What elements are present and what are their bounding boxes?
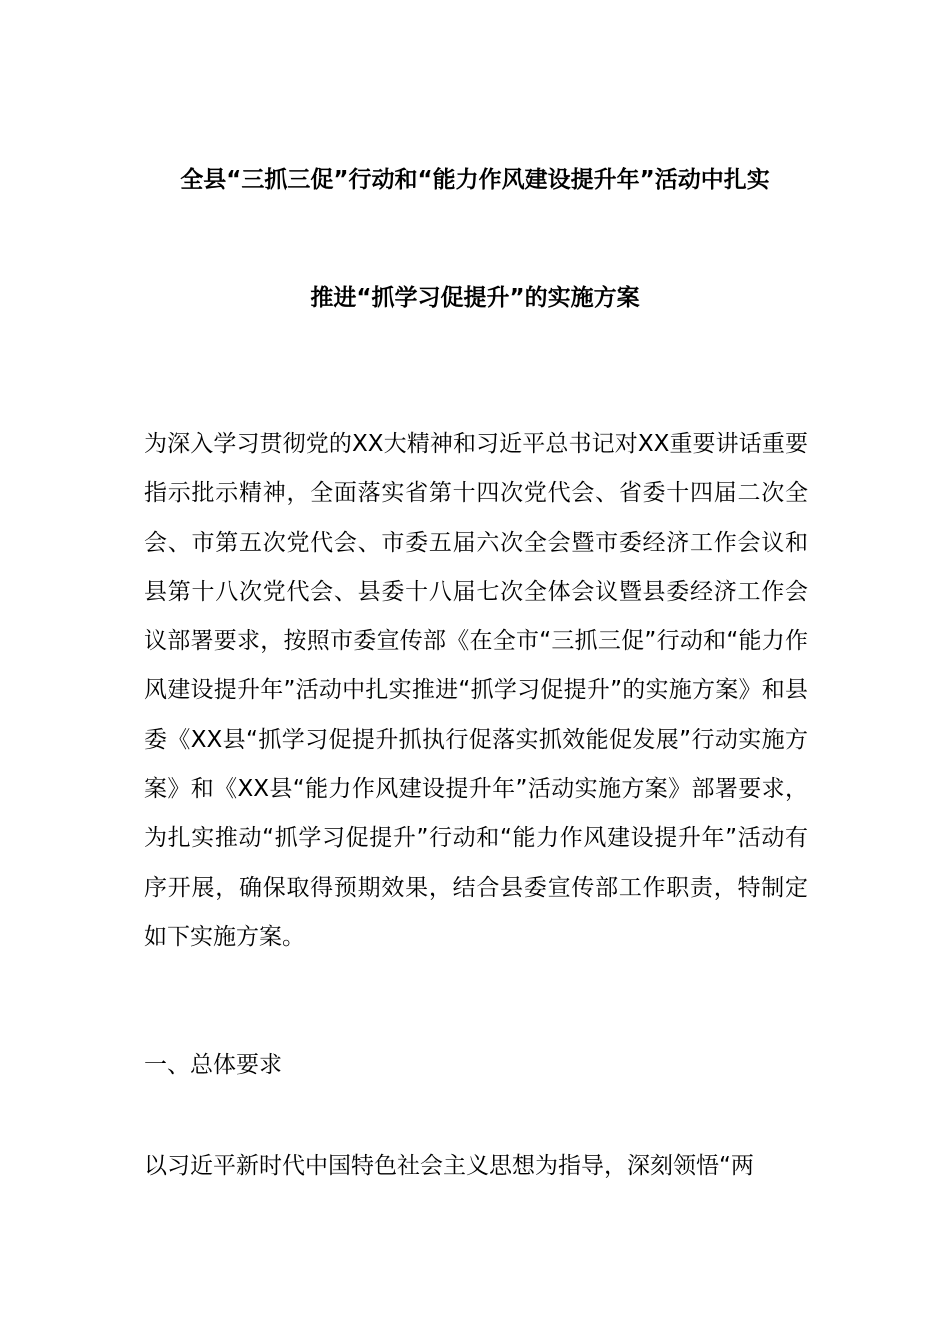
document-title-line-2: 推进“抓学习促提升”的实施方案 [310, 285, 640, 311]
guiding-paragraph: 以习近平新时代中国特色社会主义思想为指导，深刻领悟“两 [144, 1153, 754, 1179]
section-heading-overall-requirements: 一、总体要求 [144, 1052, 282, 1078]
intro-paragraph: 为深入学习贯彻党的XX大精神和习近平总书记对XX重要讲话重要指示批示精神，全面落实省第十四次党代会、省委十四届二次全会、市第五次党代会、市委五届六次全会暨市委经济工作会议和县第十八次党代会、县委十八届七次全体会议暨县委经济工作会议部署要求，按照市委宣传部《在全市“三抓三促”行动和“能力作风建设提升年”活动中扎实推进“抓学习促提升”的实施方案》和县委《XX县“抓学习促提升抓执行促落实抓效能促发展”行动实施方案》和《XX县“能力作风建设提升年”活动实施方案》部署要求，为扎实推动“抓学习促提升”行动和“能力作风建设提升年”活动有序开展，确保取得预期效果，结合县委宣传部工作职责，特制定如下实施方案。 [144, 431, 808, 950]
document-title-line-1: 全县“三抓三促”行动和“能力作风建设提升年”活动中扎实 [180, 167, 770, 193]
